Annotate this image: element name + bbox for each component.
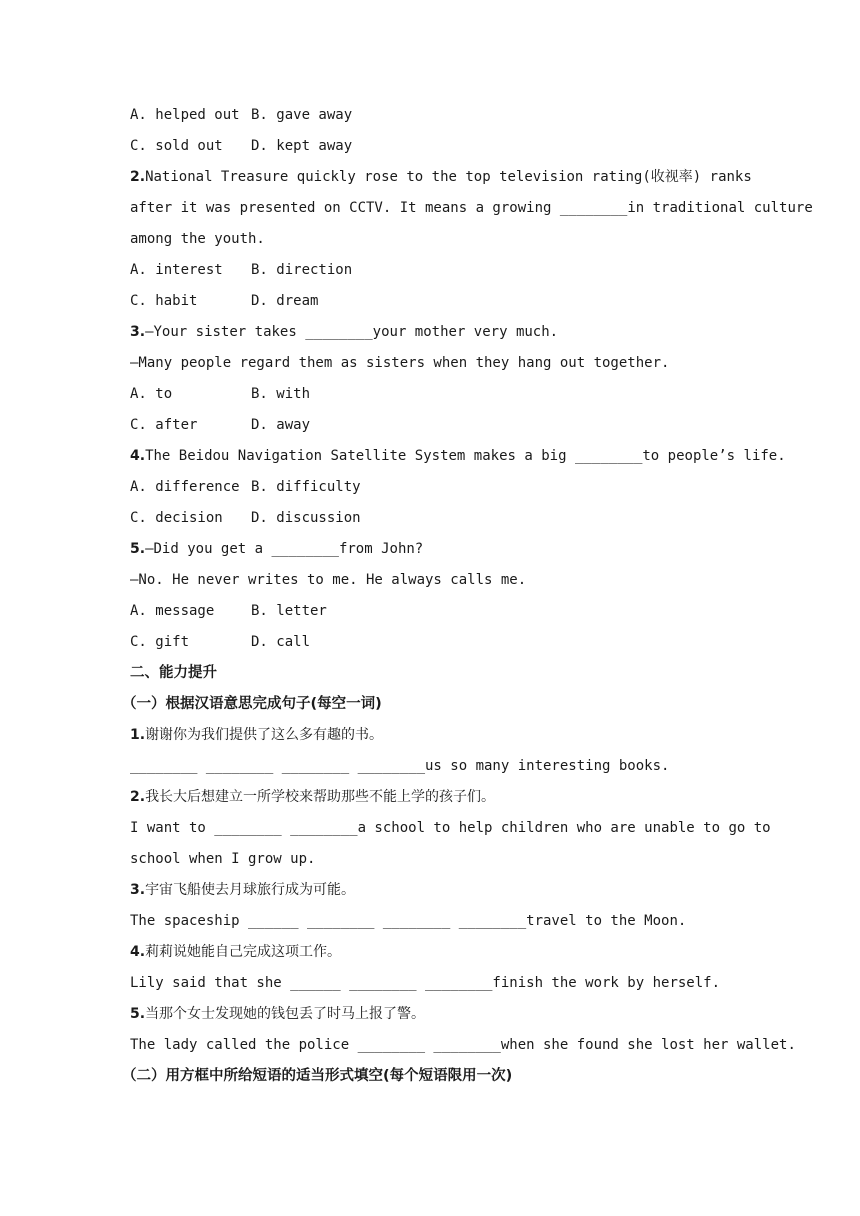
q3-options-row-2 xyxy=(130,410,730,441)
q1-option-d: D. kept away xyxy=(251,138,353,154)
item-1-english[interactable]: ________ ________ ________ ________us so many interesting books. xyxy=(130,758,670,774)
q2-text-2a: after it was presented on CCTV. It means a growing xyxy=(130,200,560,216)
item-5-number: 5. xyxy=(130,1006,146,1022)
item-1-zh-text: 谢谢你为我们提供了这么多有趣的书。 xyxy=(145,727,384,743)
q4-option-b: B. difficulty xyxy=(251,479,361,495)
q2-text-1: National Treasure quickly rose to the top television rating(收视率) ranks xyxy=(145,169,752,185)
item-4-zh-text: 莉莉说她能自己完成这项工作。 xyxy=(145,944,342,960)
item-5-zh-text: 当那个女士发现她的钱包丢了时马上报了警。 xyxy=(145,1006,426,1022)
q5-options-row-2 xyxy=(130,627,730,658)
q5-options-row-1 xyxy=(130,596,730,627)
q3-text-b: —Many people regard them as sisters when they hang out together. xyxy=(130,355,670,371)
q3-option-b: B. with xyxy=(251,386,311,402)
item-3-english[interactable]: The spaceship ______ ________ ________ ________travel to the Moon. xyxy=(130,913,687,929)
part-1-title: （一）根据汉语意思完成句子(每空一词) xyxy=(122,696,382,712)
q3-option-c: C. after xyxy=(130,417,198,433)
q4-number: 4. xyxy=(130,448,146,464)
q4-option-d: D. discussion xyxy=(251,510,361,526)
item-4-chinese xyxy=(130,937,730,968)
q3-blank[interactable]: ________ xyxy=(305,324,373,340)
q4-option-c: C. decision xyxy=(130,510,223,526)
q5-text-a-pre: —Did you get a xyxy=(145,541,272,557)
item-3-number: 3. xyxy=(130,882,146,898)
exercise-content xyxy=(122,100,813,1092)
q4-options-row-1 xyxy=(130,472,730,503)
q2-blank[interactable]: ________ xyxy=(559,200,628,216)
item-2-english-2: school when I grow up. xyxy=(130,851,316,867)
q5-line-1 xyxy=(130,534,730,565)
q5-option-a: A. message xyxy=(130,603,215,619)
q1-option-a: A. helped out xyxy=(130,107,240,123)
q3-text-a-post: your mother very much. xyxy=(372,324,559,340)
q2-options-row-2 xyxy=(130,286,730,317)
q1-option-c: C. sold out xyxy=(130,138,223,154)
q3-number: 3. xyxy=(130,324,146,340)
q2-option-d: D. dream xyxy=(251,293,319,309)
item-2-english-1[interactable]: I want to ________ ________a school to help children who are unable to go to xyxy=(130,820,771,836)
q5-text-b: —No. He never writes to me. He always calls me. xyxy=(130,572,527,588)
item-2-chinese xyxy=(130,782,730,813)
q3-option-d: D. away xyxy=(251,417,311,433)
q3-line-2 xyxy=(130,348,730,379)
q3-text-a-pre: —Your sister takes xyxy=(145,324,306,340)
q5-line-2 xyxy=(130,565,730,596)
q4-option-a: A. difference xyxy=(130,479,240,495)
q5-text-a-post: from John? xyxy=(338,541,424,557)
section-2-title: 二、能力提升 xyxy=(130,665,217,681)
q4-options-row-2 xyxy=(130,503,730,534)
q4-text-pre: The Beidou Navigation Satellite System makes a big xyxy=(145,448,575,464)
q3-options-row-1 xyxy=(130,379,730,410)
q5-blank[interactable]: ________ xyxy=(271,541,339,557)
q4-text-post: to people’s life. xyxy=(642,448,786,464)
q2-line-3 xyxy=(130,224,730,255)
q5-option-c: C. gift xyxy=(130,634,190,650)
q2-text-2b: in traditional culture xyxy=(627,200,813,216)
q2-option-c: C. habit xyxy=(130,293,198,309)
q3-option-a: A. to xyxy=(130,386,173,402)
q5-option-b: B. letter xyxy=(251,603,327,619)
q2-option-a: A. interest xyxy=(130,262,223,278)
item-2-number: 2. xyxy=(130,789,146,805)
item-5-english[interactable]: The lady called the police ________ ________when she found she lost her wallet. xyxy=(130,1037,796,1053)
item-4-number: 4. xyxy=(130,944,146,960)
q4-blank[interactable]: ________ xyxy=(574,448,643,464)
q2-line-2 xyxy=(130,193,813,224)
item-2-zh-text: 我长大后想建立一所学校来帮助那些不能上学的孩子们。 xyxy=(145,789,496,805)
q5-number: 5. xyxy=(130,541,146,557)
q2-text-3: among the youth. xyxy=(130,231,265,247)
q2-options-row-1 xyxy=(130,255,730,286)
item-4-english[interactable]: Lily said that she ______ ________ ________finish the work by herself. xyxy=(130,975,721,991)
q2-line-1 xyxy=(130,162,752,193)
item-3-chinese xyxy=(130,875,730,906)
q1-option-b: B. gave away xyxy=(251,107,353,123)
q2-number: 2. xyxy=(130,169,146,185)
item-5-chinese xyxy=(130,999,730,1030)
part-2-title: （二）用方框中所给短语的适当形式填空(每个短语限用一次) xyxy=(122,1068,513,1084)
q1-options-row-1 xyxy=(130,100,730,131)
q4-line-1 xyxy=(130,441,786,472)
item-1-chinese xyxy=(130,720,730,751)
q3-line-1 xyxy=(130,317,730,348)
q1-options-row-2 xyxy=(130,131,730,162)
item-3-zh-text: 宇宙飞船使去月球旅行成为可能。 xyxy=(145,882,356,898)
item-1-number: 1. xyxy=(130,727,146,743)
q5-option-d: D. call xyxy=(251,634,311,650)
q2-option-b: B. direction xyxy=(251,262,353,278)
